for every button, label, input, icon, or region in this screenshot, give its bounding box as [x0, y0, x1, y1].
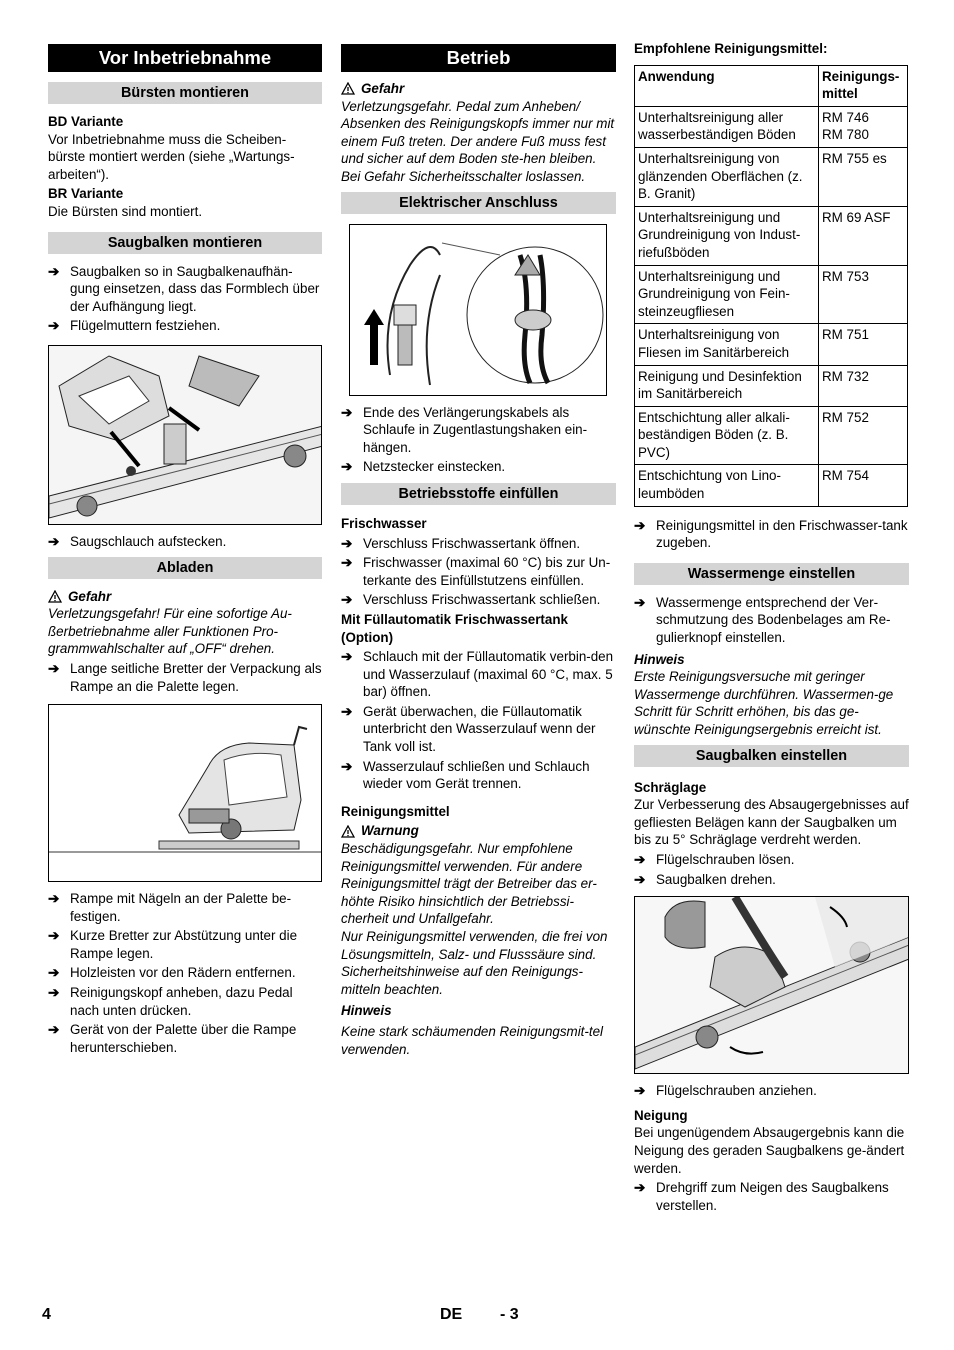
step: ➔ Kurze Bretter zur Abstützung unter die Rampe legen.	[48, 928, 298, 961]
arrow-icon: ➔	[634, 517, 646, 533]
arrow-icon: ➔	[634, 1180, 646, 1196]
arrow-icon: ➔	[341, 703, 353, 719]
step: ➔ Verschluss Frischwassertank öffnen.	[341, 535, 581, 551]
arrow-icon: ➔	[341, 459, 353, 475]
step: ➔ Flügelmuttern festziehen.	[48, 318, 221, 334]
table-header-mittel: Reinigungs-mittel	[819, 65, 908, 106]
br-variant-text: Die Bürsten sind montiert.	[48, 203, 203, 219]
table-row	[635, 106, 908, 147]
danger-heading: Gefahr	[341, 80, 616, 98]
table-row	[635, 406, 908, 465]
subsection-title-saugbalken-einstellen: Saugbalken einstellen	[634, 745, 909, 767]
detergent-table	[634, 65, 908, 507]
warning-text: Beschädigungsgefahr. Nur empfohlene Reinigungsmittel verwenden. Für andere Reinigungsmittel trägt der Betreiber das er-höhte Risiko hinsichtlich der Betriebssi-cherheit und Unfallgefahr.	[341, 841, 597, 927]
table-cell-mittel: RM 752	[819, 406, 908, 465]
step: ➔ Lange seitliche Bretter der Verpackung als Rampe an die Palette legen.	[48, 660, 322, 694]
table-row	[635, 206, 908, 265]
arrow-icon: ➔	[48, 985, 60, 1001]
arrow-icon: ➔	[48, 1022, 60, 1038]
subsection-title-buersten: Bürsten montieren	[48, 82, 322, 104]
step: ➔ Flügelschrauben anziehen.	[634, 1083, 817, 1099]
arrow-icon: ➔	[48, 891, 60, 907]
arrow-icon: ➔	[634, 594, 646, 610]
squeegee-mount-illustration	[48, 345, 322, 525]
table-cell-anwendung: Unterhaltsreinigung und Grundreinigung von Indust-riefußböden	[635, 206, 819, 265]
table-title: Empfohlene Reinigungsmittel:	[634, 41, 828, 56]
slant-label: Schräglage	[634, 779, 707, 795]
table-header-anwendung: Anwendung	[635, 65, 819, 106]
step: ➔ Gerät überwachen, die Füllautomatik unterbricht den Wasserzulauf wenn der Tank voll ist.	[341, 703, 596, 755]
step: ➔ Gerät von der Palette über die Rampe herunterschieben.	[48, 1022, 297, 1055]
note-text: Erste Reinigungsversuche mit geringer Wassermenge durchführen. Wassermen-ge Schritt für Schritt erhöhen, bis das ge-wünschte Reinigungsergebnis erreicht ist.	[634, 669, 894, 737]
step: ➔ Saugschlauch aufstecken.	[48, 533, 227, 549]
section-title-betrieb: Betrieb	[341, 44, 616, 72]
bd-variant-label: BD Variante	[48, 114, 124, 129]
column-left	[48, 44, 322, 1056]
br-variant-label: BR Variante	[48, 186, 124, 202]
table-cell-anwendung: Entschichtung von Lino-leumböden	[635, 465, 819, 506]
arrow-icon: ➔	[341, 535, 353, 551]
arrow-icon: ➔	[341, 555, 353, 571]
step: ➔ Ende des Verlängerungskabels als Schlaufe in Zugentlastungshaken ein-hängen.	[341, 404, 588, 455]
page-number-right: - 3	[500, 1306, 519, 1323]
step: ➔ Drehgriff zum Neigen des Saugbalkens verstellen.	[634, 1180, 889, 1213]
subsection-title-betriebsstoffe: Betriebsstoffe einfüllen	[341, 483, 616, 505]
table-cell-anwendung: Unterhaltsreinigung von glänzenden Oberflächen (z. B. Granit)	[635, 147, 819, 206]
column-middle	[341, 44, 616, 1058]
table-cell-anwendung: Unterhaltsreinigung und Grundreinigung von Fein-steinzeugfliesen	[635, 265, 819, 324]
danger-text-2: Bei Gefahr Sicherheitsschalter loslassen.	[341, 168, 586, 184]
unloading-illustration	[48, 704, 322, 882]
table-row	[635, 147, 908, 206]
arrow-icon: ➔	[48, 928, 60, 944]
column-right	[634, 40, 909, 1214]
subsection-title-elektrischer-anschluss: Elektrischer Anschluss	[341, 192, 616, 214]
warning-triangle-icon	[341, 825, 355, 838]
language-code: DE	[440, 1306, 463, 1323]
fresh-water-label: Frischwasser	[341, 515, 427, 531]
step: ➔ Reinigungskopf anheben, dazu Pedal nach unten drücken.	[48, 985, 293, 1018]
arrow-icon: ➔	[341, 649, 353, 665]
danger-text: Verletzungsgefahr! Für eine sofortige Au-ßerbetriebnahme aller Funktionen Pro-grammwahlschalter auf „OFF“ drehen.	[48, 606, 292, 657]
step: ➔ Verschluss Frischwassertank schließen.	[341, 592, 601, 608]
table-row	[635, 324, 908, 365]
table-row	[635, 465, 908, 506]
table-cell-mittel: RM 755 es	[819, 147, 908, 206]
arrow-icon: ➔	[341, 592, 353, 608]
arrow-icon: ➔	[48, 318, 60, 334]
step: ➔ Wassermenge entsprechend der Ver-schmutzung des Bodenbelages am Re-gulierknopf einstellen.	[634, 594, 891, 646]
warning-triangle-icon	[48, 590, 62, 603]
arrow-icon: ➔	[48, 660, 60, 676]
arrow-icon: ➔	[48, 965, 60, 981]
danger-text: Verletzungsgefahr. Pedal zum Anheben/ Absenken des Reinigungskopfs immer nur mit einem Fuß treten. Der andere Fuß muss fest und sicher auf dem Boden ste-hen bleiben.	[341, 98, 615, 167]
arrow-icon: ➔	[634, 1083, 646, 1099]
arrow-icon: ➔	[48, 533, 60, 549]
step: ➔ Rampe mit Nägeln an der Palette be-festigen.	[48, 891, 292, 924]
table-cell-mittel: RM 753	[819, 265, 908, 324]
step: ➔ Flügelschrauben lösen.	[634, 851, 795, 867]
squeegee-adjust-illustration	[634, 896, 909, 1074]
warning-text-2: Nur Reinigungsmittel verwenden, die frei von Lösungsmitteln, Salz- und Flusssäure sind.	[341, 929, 608, 962]
step: ➔ Saugbalken so in Saugbalkenaufhän-gung einsetzen, dass das Formblech über der Aufhängung liegt.	[48, 263, 320, 314]
table-cell-anwendung: Reinigung und Desinfektion im Sanitärbereich	[635, 365, 819, 406]
warning-text-3: Sicherheitshinweise auf den Reinigungs-mitteln beachten.	[341, 964, 583, 997]
warning-triangle-icon	[341, 82, 355, 95]
subsection-title-saugbalken-montieren: Saugbalken montieren	[48, 232, 322, 254]
arrow-icon: ➔	[634, 851, 646, 867]
tilt-label: Neigung	[634, 1107, 688, 1123]
step: ➔ Frischwasser (maximal 60 °C) bis zur Un-terkante des Einfüllstutzens einfüllen.	[341, 555, 611, 588]
step: ➔ Schlauch mit der Füllautomatik verbin-den und Wasserzulauf (maximal 60 °C, max. 5 bar) öffnen.	[341, 649, 614, 700]
auto-fill-label: Mit Füllautomatik Frischwassertank (Option)	[341, 611, 568, 645]
arrow-icon: ➔	[48, 263, 60, 279]
table-cell-anwendung: Unterhaltsreinigung aller wasserbeständigen Böden	[635, 106, 819, 147]
table-cell-anwendung: Entschichtung aller alkali-beständigen Böden (z. B. PVC)	[635, 406, 819, 465]
step: ➔ Holzleisten vor den Rädern entfernen.	[48, 965, 296, 981]
step: ➔ Reinigungsmittel in den Frischwasser-tank zugeben.	[634, 517, 908, 551]
table-cell-mittel: RM 754	[819, 465, 908, 506]
tilt-text: Bei ungenügendem Absaugergebnis kann die Neigung des geraden Saugbalkens ge-ändert werden.	[634, 1125, 905, 1176]
detergent-label: Reinigungsmittel	[341, 803, 450, 819]
table-header-row	[635, 65, 908, 106]
page-number-left: 4	[42, 1306, 51, 1323]
table-cell-anwendung: Unterhaltsreinigung von Fliesen im Sanitärbereich	[635, 324, 819, 365]
slant-text: Zur Verbesserung des Absaugergebnisses auf gefliesten Belägen kann der Saugbalken um bis zu 5° Schräglage verdreht werden.	[634, 797, 909, 848]
step: ➔ Wasserzulauf schließen und Schlauch wieder vom Gerät trennen.	[341, 758, 590, 792]
danger-heading: Gefahr	[48, 588, 322, 606]
warning-heading: Warnung	[341, 822, 616, 840]
arrow-icon: ➔	[341, 404, 353, 420]
subsection-title-wassermenge: Wassermenge einstellen	[634, 563, 909, 585]
table-cell-mittel: RM 69 ASF	[819, 206, 908, 265]
table-cell-mittel: RM 746 RM 780	[819, 106, 908, 147]
table-row	[635, 265, 908, 324]
table-cell-mittel: RM 751	[819, 324, 908, 365]
arrow-icon: ➔	[341, 758, 353, 774]
step: ➔ Netzstecker einstecken.	[341, 459, 506, 475]
section-title-vor-inbetriebnahme: Vor Inbetriebnahme	[48, 44, 322, 72]
note-label: Hinweis	[341, 1003, 392, 1019]
arrow-icon: ➔	[634, 871, 646, 887]
step: ➔ Saugbalken drehen.	[634, 871, 776, 887]
table-row	[635, 365, 908, 406]
note-text: Keine stark schäumenden Reinigungsmit-tel verwenden.	[341, 1023, 604, 1057]
table-cell-mittel: RM 732	[819, 365, 908, 406]
note-label: Hinweis	[634, 651, 685, 667]
power-cable-illustration	[349, 224, 607, 396]
bd-variant-text: Vor Inbetriebnahme muss die Scheiben-bürste montiert werden (siehe „Wartungs-arbeiten“).	[48, 131, 295, 182]
subsection-title-abladen: Abladen	[48, 557, 322, 579]
